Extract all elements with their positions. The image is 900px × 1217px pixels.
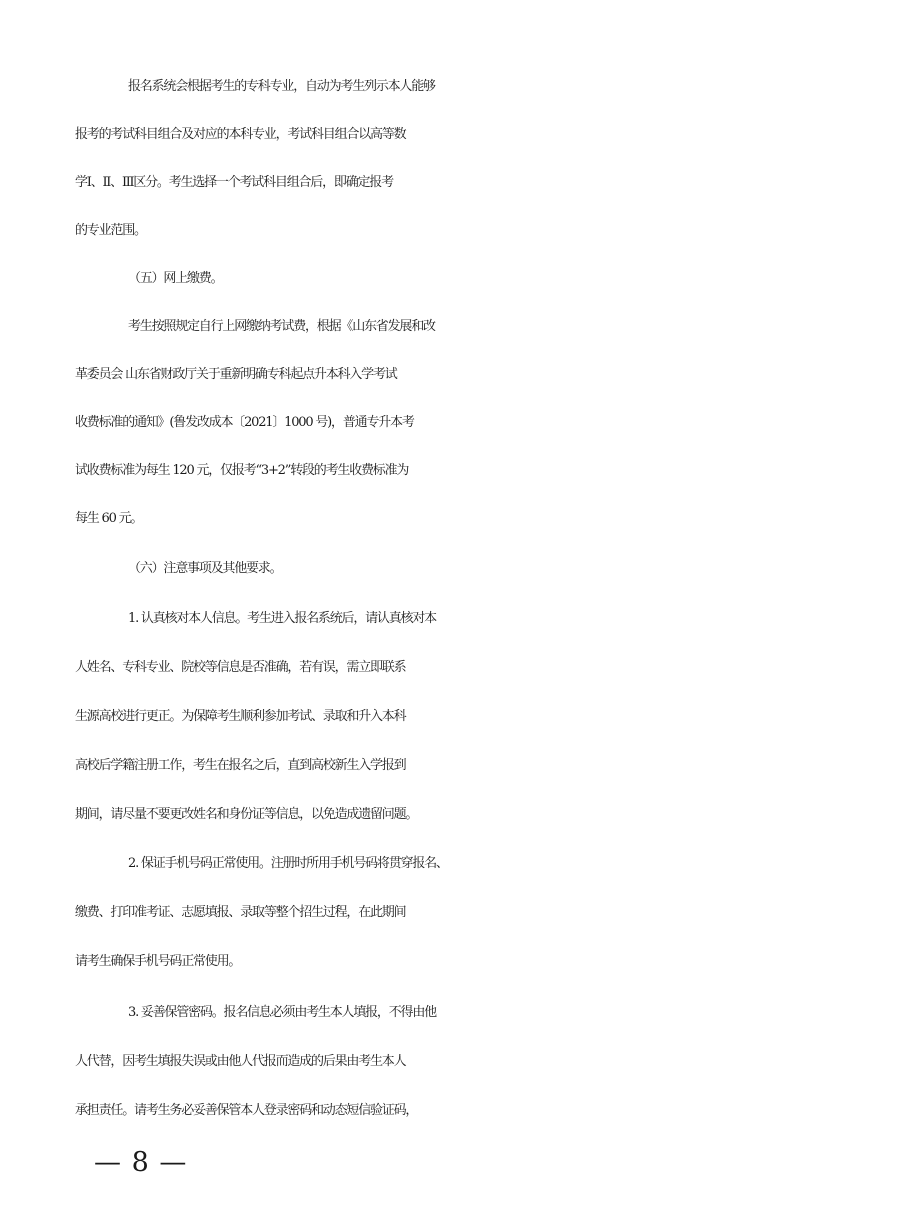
paragraph-line: 学Ⅰ、Ⅱ、Ⅲ区分。考生选择一个考试科目组合后，即确定报考 [75, 175, 393, 190]
paragraph-line: 人姓名、专科专业、院校等信息是否准确，若有误，需立即联系 [75, 660, 406, 675]
paragraph-line: 每生 60 元。 [75, 511, 143, 526]
section-heading: （六）注意事项及其他要求。 [128, 561, 282, 576]
paragraph-line: 报考的考试科目组合及对应的本科专业，考试科目组合以高等数 [75, 127, 406, 142]
paragraph-line: 期间，请尽量不要更改姓名和身份证等信息，以免造成遗留问题。 [75, 807, 418, 822]
paragraph-line: 承担责任。请考生务必妥善保管本人登录密码和动态短信验证码， [75, 1103, 418, 1118]
paragraph-line: 缴费、打印准考证、志愿填报、录取等整个招生过程，在此期间 [75, 905, 406, 920]
paragraph-line: 考生按照规定自行上网缴纳考试费，根据《山东省发展和改 [128, 319, 435, 334]
paragraph-line: 生源高校进行更正。为保障考生顺利参加考试、录取和升入本科 [75, 709, 406, 724]
paragraph-line: 请考生确保手机号码正常使用。 [75, 954, 241, 969]
paragraph-line: 革委员会 山东省财政厅关于重新明确专科起点升本科入学考试 [75, 367, 397, 382]
section-heading: （五）网上缴费。 [128, 271, 223, 286]
paragraph-line: 1. 认真核对本人信息。考生进入报名系统后，请认真核对本 [128, 611, 436, 626]
paragraph-line: 2. 保证手机号码正常使用。注册时所用手机号码将贯穿报名、 [128, 856, 448, 871]
paragraph-line: 人代替，因考生填报失误或由他人代报而造成的后果由考生本人 [75, 1054, 406, 1069]
paragraph-line: 3. 妥善保管密码。报名信息必须由考生本人填报，不得由他 [128, 1005, 436, 1020]
paragraph-line: 收费标准的通知》(鲁发改成本〔2021〕1000 号)，普通专升本考 [75, 415, 414, 430]
paragraph-line: 的专业范围。 [75, 223, 146, 238]
paragraph-line: 报名系统会根据考生的专科专业，自动为考生列示本人能够 [128, 79, 435, 94]
paragraph-line: 高校后学籍注册工作，考生在报名之后，直到高校新生入学报到 [75, 758, 406, 773]
paragraph-line: 试收费标准为每生 120 元，仅报考“3+2”转段的考生收费标准为 [75, 463, 409, 478]
page-number: — 8 — [94, 1147, 188, 1178]
